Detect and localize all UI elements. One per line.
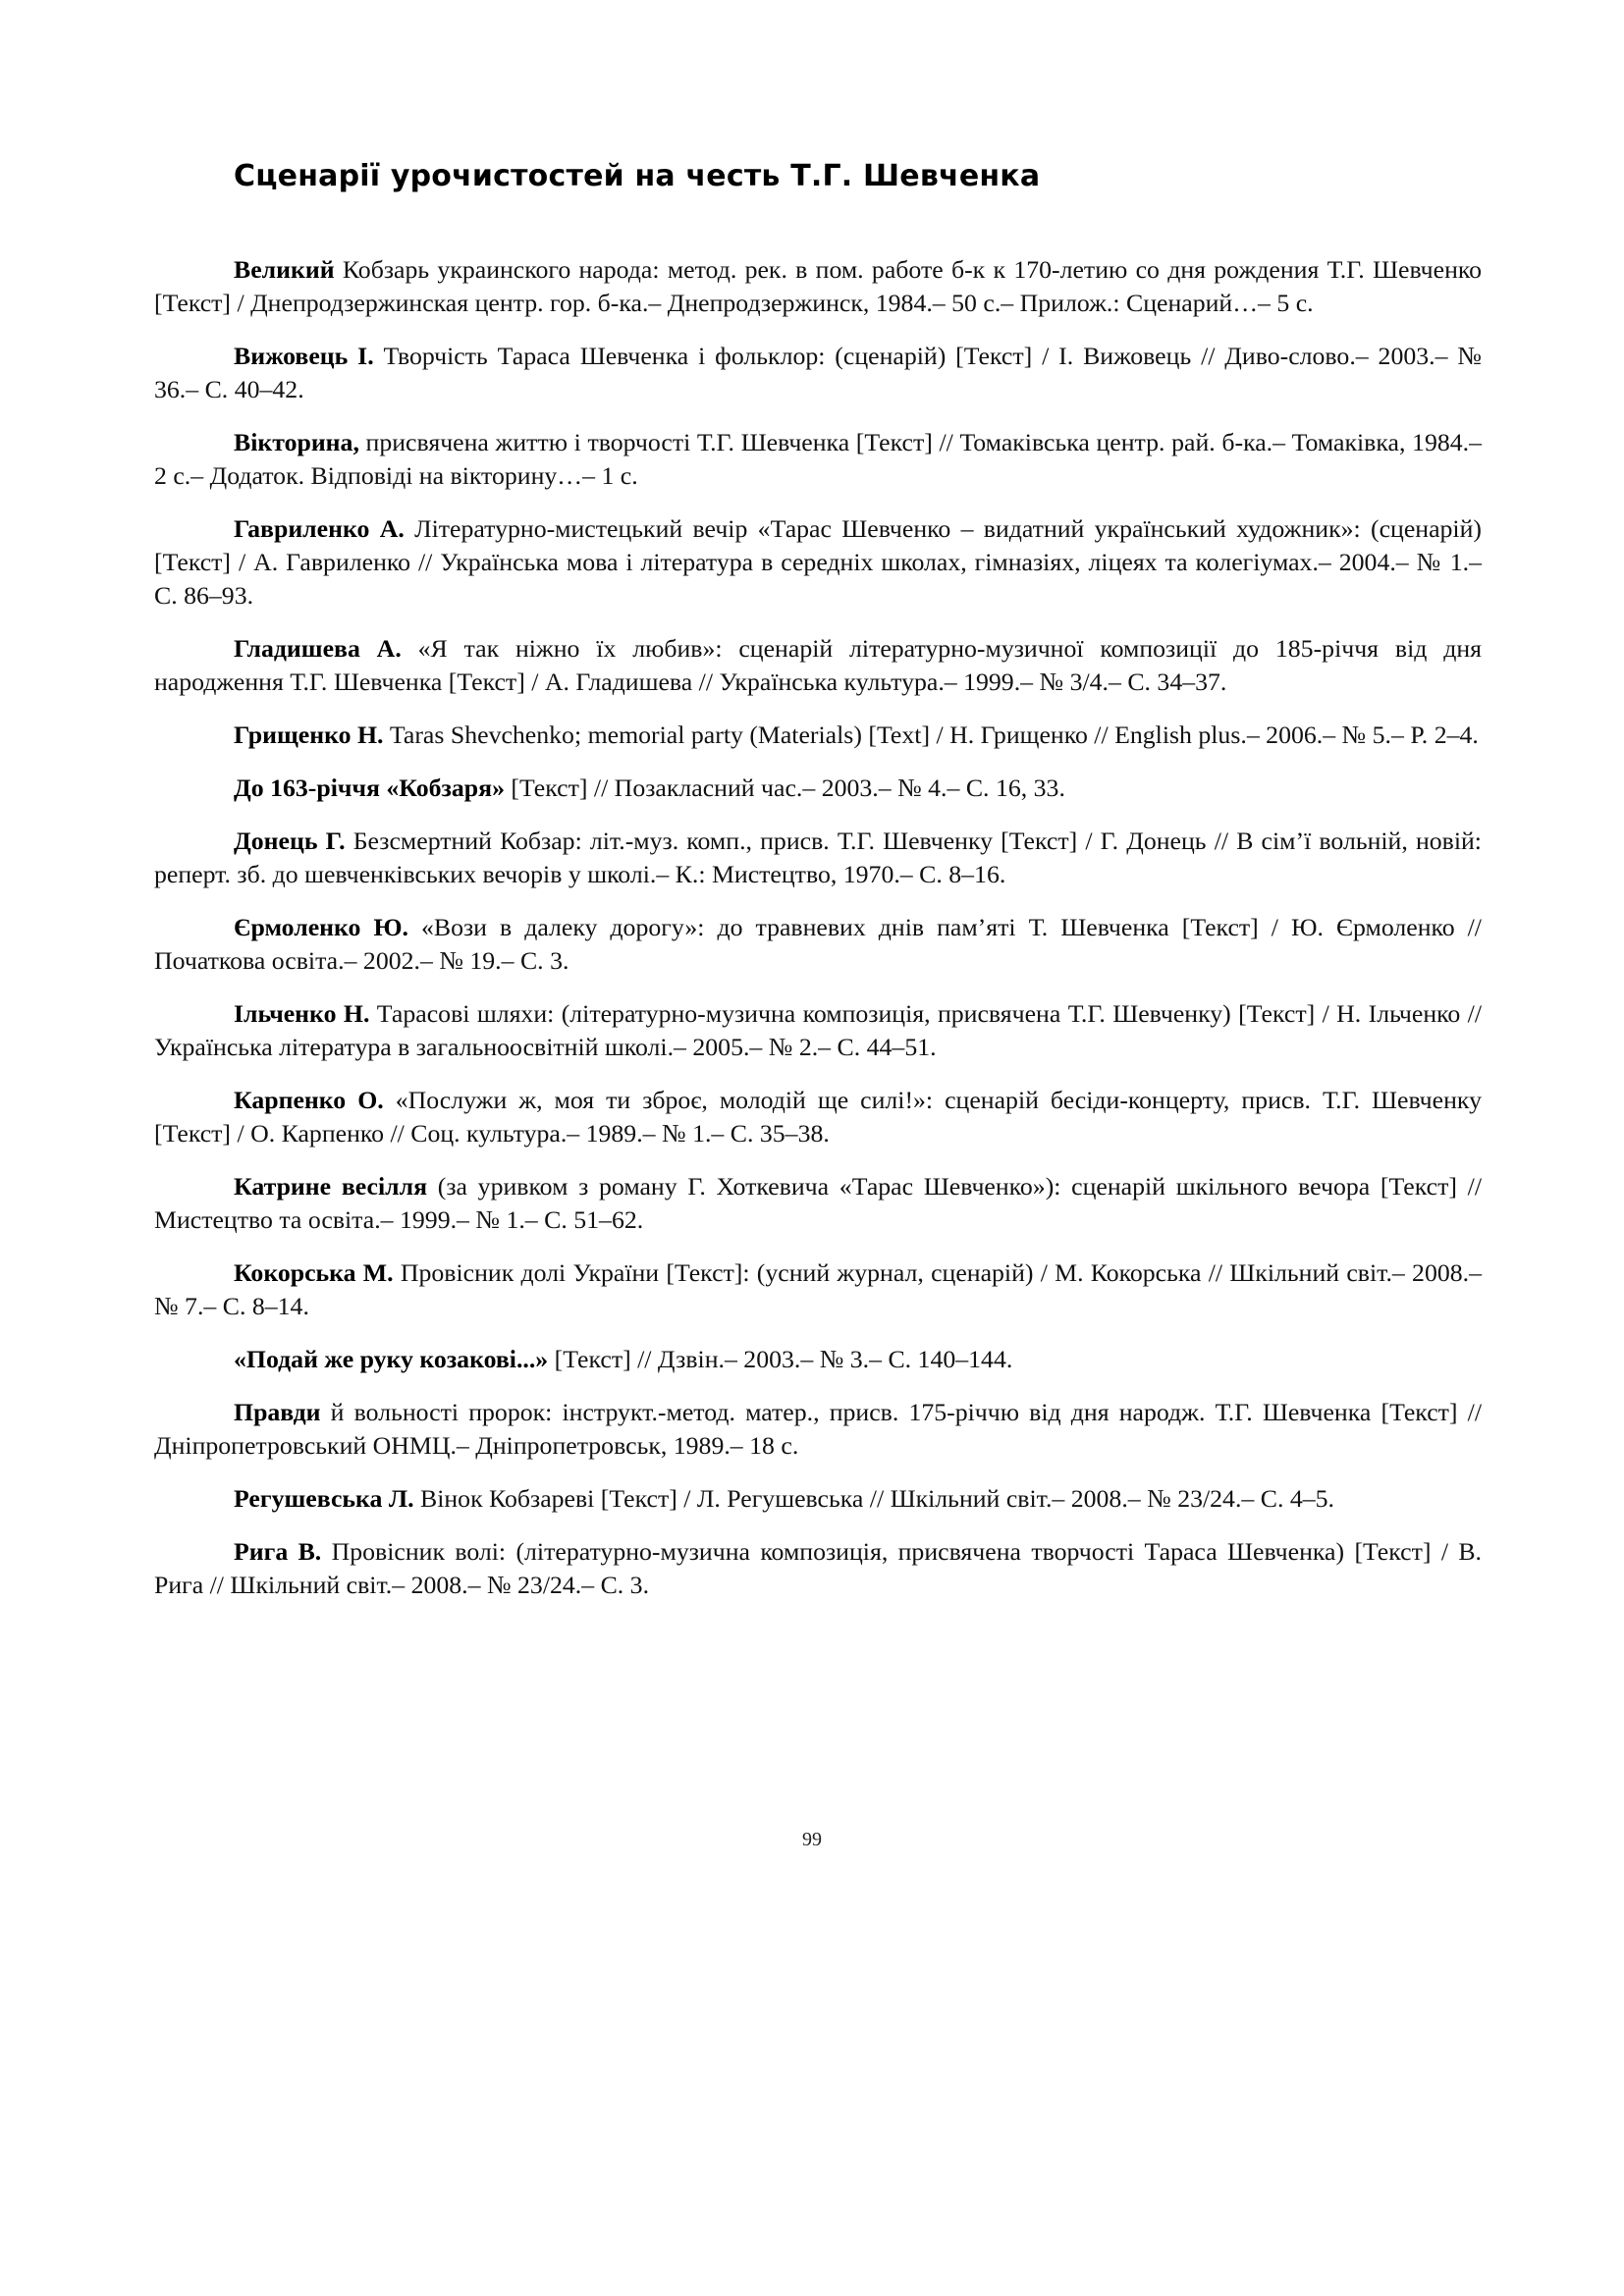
entry-text: Творчість Тараса Шевченка і фольклор: (сценарій) [Текст] / І. Вижовець // Диво-слово.– 2003.– № 36.– С. 40–42. xyxy=(154,342,1482,403)
entry-heading: До 163-річчя «Кобзаря» xyxy=(234,774,505,802)
entry-heading: Вижовець І. xyxy=(234,342,374,370)
bibliography-entry xyxy=(154,911,1482,978)
bibliography-entry xyxy=(154,1256,1482,1323)
entry-text: Літературно-мистецький вечір «Тарас Шевченко – видатний український художник»: (сценарій) [Текст] / А. Гавриленко // Українська мова і література в середніх школах, гімназіях, ліцеях та колегіумах.– 2004.– № 1.– С. 86–93. xyxy=(154,514,1482,610)
entry-text: Вінок Кобзареві [Текст] / Л. Регушевська // Шкільний світ.– 2008.– № 23/24.– С. 4–5. xyxy=(413,1484,1335,1513)
bibliography-entry xyxy=(154,340,1482,406)
entry-heading: «Подай же руку козакові...» xyxy=(234,1345,549,1373)
bibliography-entry xyxy=(154,512,1482,613)
entry-heading: Кокорська М. xyxy=(234,1258,394,1287)
entry-text: Безсмертний Кобзар: літ.-муз. комп., присв. Т.Г. Шевченку [Текст] / Г. Донець // В сім’ї вольній, новій: реперт. зб. до шевченківських вечорів у школі.– К.: Мистецтво, 1970.– С. 8–16. xyxy=(154,827,1482,888)
entry-text: «Вози в далеку дорогу»: до травневих днів пам’яті Т. Шевченка [Текст] / Ю. Єрмоленко // Початкова освіта.– 2002.– № 19.– С. 3. xyxy=(154,913,1482,975)
bibliography-entry xyxy=(154,1084,1482,1150)
entry-heading: Грищенко Н. xyxy=(234,721,384,749)
bibliography-entry xyxy=(154,1170,1482,1237)
page-number: 99 xyxy=(802,1829,822,1850)
bibliography-entry xyxy=(154,632,1482,699)
entry-heading: Рига В. xyxy=(234,1537,322,1566)
entry-text: [Текст] // Дзвін.– 2003.– № 3.– С. 140–144. xyxy=(548,1345,1013,1373)
entry-text: Taras Shevchenko; memorial party (Materials) [Text] / Н. Грищенко // English plus.– 2006.– № 5.– P. 2–4. xyxy=(383,721,1479,749)
entry-text: Провісник волі: (літературно-музична композиція, присвячена творчості Тараса Шевченка) [Текст] / В. Рига // Шкільний світ.– 2008.– № 23/24.– С. 3. xyxy=(154,1537,1482,1599)
entry-heading: Вікторина, xyxy=(234,428,359,456)
bibliography-entry xyxy=(154,772,1482,805)
entry-heading: Катрине весілля xyxy=(234,1172,428,1201)
bibliography-entry xyxy=(154,253,1482,320)
entry-text: й вольності пророк: інструкт.-метод. матер., присв. 175-річчю від дня народж. Т.Г. Шевченка [Текст] // Дніпропетровський ОНМЦ.– Дніпропетровськ, 1989.– 18 с. xyxy=(154,1398,1482,1460)
entry-heading: Донець Г. xyxy=(234,827,346,855)
bibliography-entry xyxy=(154,1343,1482,1376)
entry-text: «Я так ніжно їх любив»: сценарій літературно-музичної композиції до 185-річчя від дня народження Т.Г. Шевченка [Текст] / А. Гладишева // Українська культура.– 1999.– № 3/4.– С. 34–37. xyxy=(154,634,1482,696)
entry-heading: Єрмоленко Ю. xyxy=(234,913,408,941)
entry-text: «Послужи ж, моя ти зброє, молодій ще силі!»: сценарій бесіди-концерту, присв. Т.Г. Шевченку [Текст] / О. Карпенко // Соц. культура.– 1989.– № 1.– С. 35–38. xyxy=(154,1086,1482,1148)
entry-heading: Гавриленко А. xyxy=(234,514,405,543)
page-title: Сценарії урочистостей на честь Т.Г. Шевченка xyxy=(234,159,1041,193)
entry-text: [Текст] // Позакласний час.– 2003.– № 4.– С. 16, 33. xyxy=(504,774,1065,802)
bibliography-list xyxy=(154,253,1482,1622)
bibliography-entry xyxy=(154,426,1482,493)
bibliography-entry xyxy=(154,1396,1482,1463)
entry-text: присвячена життю і творчості Т.Г. Шевченка [Текст] // Томаківська центр. рай. б-ка.– Томаківка, 1984.– 2 с.– Додаток. Відповіді на вікторину…– 1 с. xyxy=(154,428,1482,490)
entry-heading: Ільченко Н. xyxy=(234,999,370,1028)
entry-text: Тарасові шляхи: (літературно-музична композиція, присвячена Т.Г. Шевченку) [Текст] / Н. Ільченко // Українська література в загальноосвітній школі.– 2005.– № 2.– С. 44–51. xyxy=(154,999,1483,1061)
bibliography-entry xyxy=(154,825,1482,891)
entry-text: Кобзарь украинского народа: метод. рек. в пом. работе б-к к 170-летию со дня рождения Т.Г. Шевченко [Текст] / Днепродзержинская центр. гор. б-ка.– Днепродзержинск, 1984.– 50 с.– Прилож.: Сценарий…– 5 с. xyxy=(154,255,1482,317)
bibliography-entry xyxy=(154,1535,1482,1602)
entry-heading: Гладишева А. xyxy=(234,634,402,663)
entry-heading: Карпенко О. xyxy=(234,1086,384,1114)
bibliography-entry xyxy=(154,719,1482,752)
entry-text: Провісник долі України [Текст]: (усний журнал, сценарій) / М. Кокорська // Шкільний світ.– 2008.– № 7.– С. 8–14. xyxy=(154,1258,1482,1320)
bibliography-entry xyxy=(154,1482,1482,1516)
entry-text: (за уривком з роману Г. Хоткевича «Тарас Шевченко»): сценарій шкільного вечора [Текст] // Мистецтво та освіта.– 1999.– № 1.– С. 51–62. xyxy=(154,1172,1482,1234)
bibliography-entry xyxy=(154,997,1482,1064)
entry-heading: Правди xyxy=(234,1398,321,1426)
entry-heading: Регушевська Л. xyxy=(234,1484,414,1513)
entry-heading: Великий xyxy=(234,255,335,284)
